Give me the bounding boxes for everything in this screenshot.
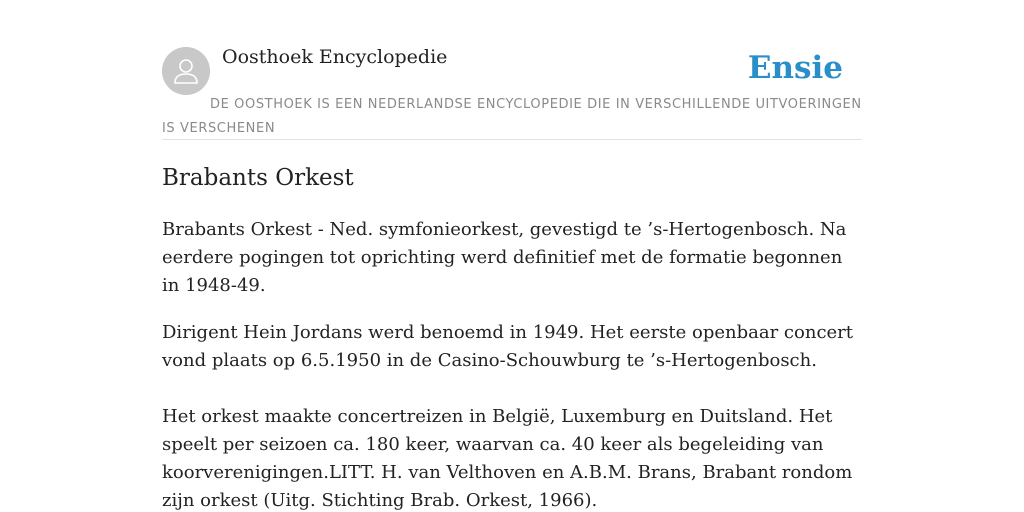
article-title: Brabants Orkest <box>162 165 354 191</box>
source-name[interactable]: Oosthoek Encyclopedie <box>222 46 448 68</box>
source-header <box>162 46 862 140</box>
user-icon[interactable] <box>162 47 210 95</box>
source-subtitle: DE OOSTHOEK IS EEN NEDERLANDSE ENCYCLOPEDIE DIE IN VERSCHILLENDE UITVOERINGEN IS VERSCHENEN <box>162 97 862 136</box>
article <box>162 163 862 512</box>
article-paragraph: Brabants Orkest - Ned. symfonieorkest, gevestigd te ’s-Hertogenbosch. Na eerdere pogingen tot oprichting werd definitief met de formatie begonnen in 1948-49. <box>162 219 847 296</box>
brand-logo[interactable]: Ensie <box>747 50 843 86</box>
article-paragraph: Dirigent Hein Jordans werd benoemd in 1949. Het eerste openbaar concert vond plaats op 6.5.1950 in de Casino-Schouwburg te ’s-Hertogenbosch. <box>162 322 854 371</box>
article-paragraph: Het orkest maakte concertreizen in België, Luxemburg en Duitsland. Het speelt per seizoen ca. 180 keer, waarvan ca. 40 keer als begeleiding van koorverenigingen.LITT. H. van Velthoven en A.B.M. Brans, Brabant rondom zijn orkest (Uitg. Stichting Brab. Orkest, 1966). <box>162 406 853 511</box>
